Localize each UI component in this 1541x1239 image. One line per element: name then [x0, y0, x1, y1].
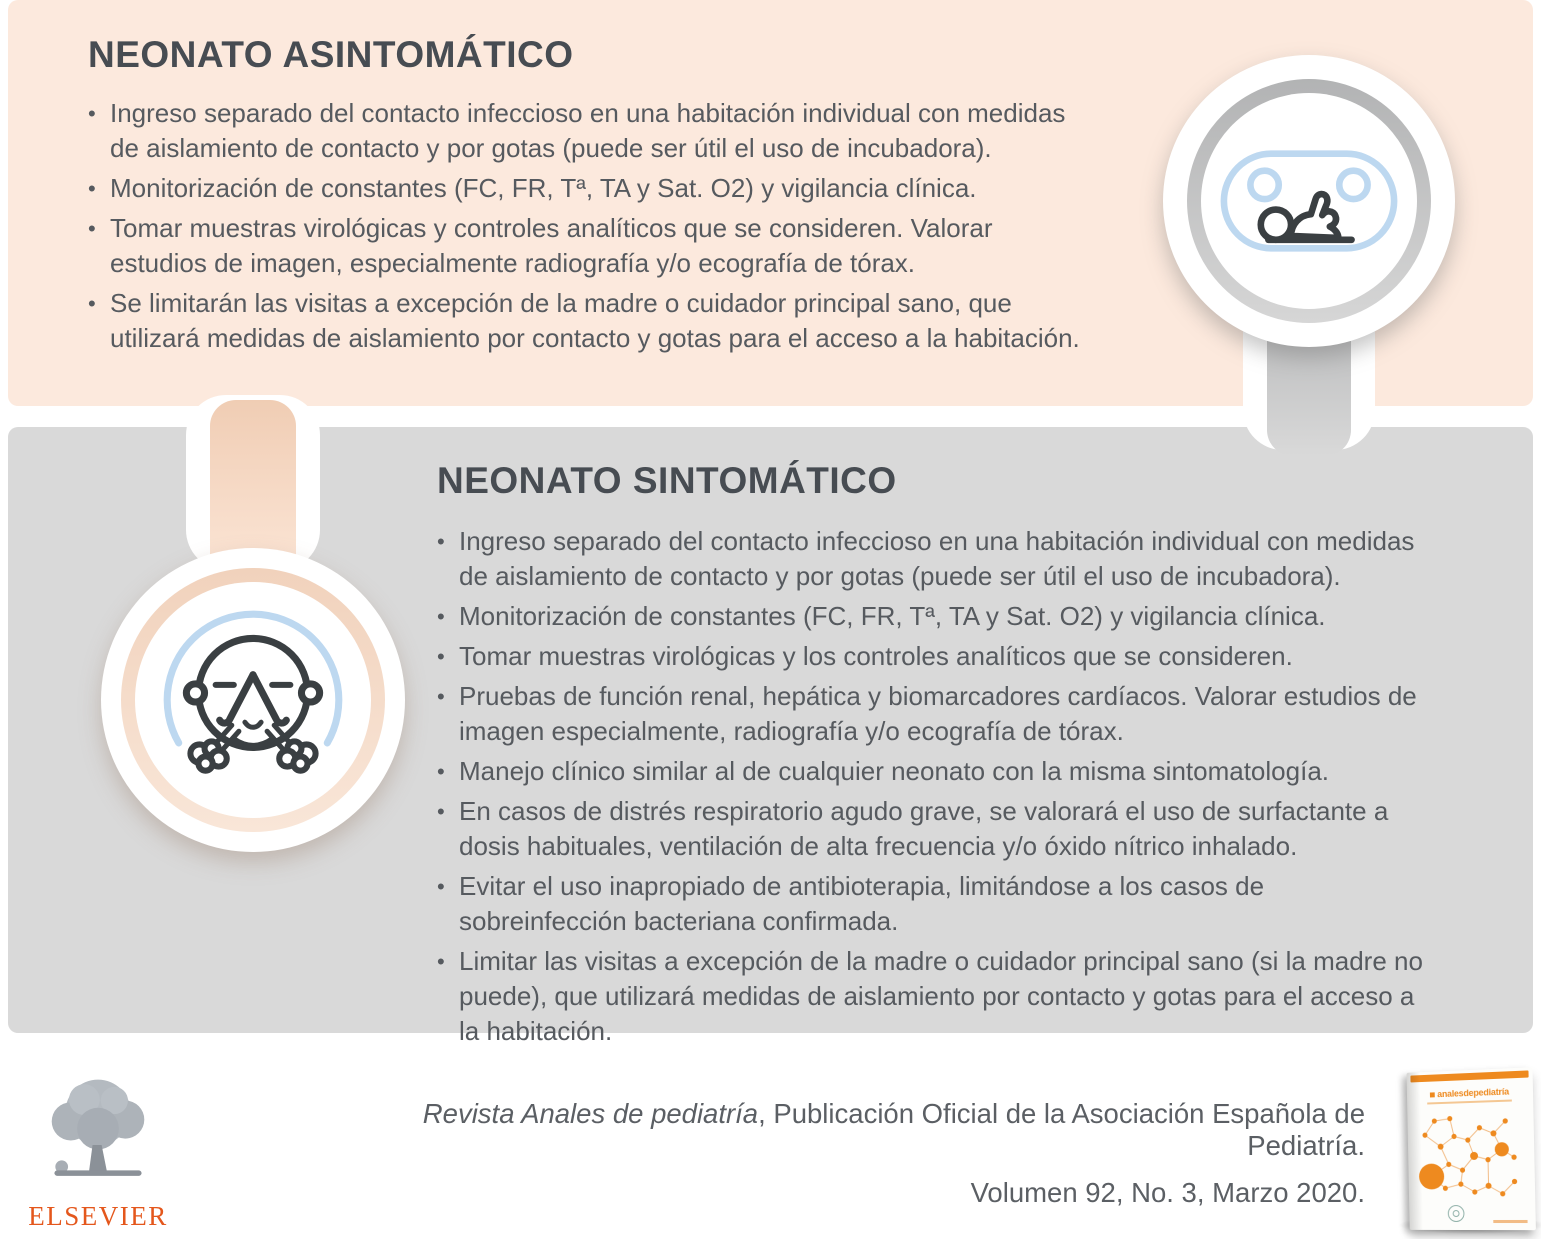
bullet-item: • Pruebas de función renal, hepática y biomarcadores cardíacos. Valorar estudios de imagen especialmente, radiografía y/o ecografía de tórax. — [433, 679, 1433, 749]
symptomatic-section-title: NEONATO SINTOMÁTICO — [437, 460, 897, 501]
baby-in-incubator-icon — [1217, 149, 1401, 253]
elsevier-tree-icon — [38, 1076, 158, 1194]
symptomatic-bullet-list — [433, 524, 1433, 1054]
baby-face-node-connector — [210, 400, 296, 565]
incubator-node — [1201, 93, 1417, 309]
journal-name: Revista Anales de pediatría — [422, 1098, 759, 1129]
cover-network-graphic — [1411, 1104, 1531, 1206]
bullet-item: • Monitorización de constantes (FC, FR, Tª, TA y Sat. O2) y vigilancia clínica. — [433, 599, 1433, 634]
cover-footer-line — [1493, 1220, 1527, 1223]
cover-square-bullet — [1430, 1092, 1435, 1097]
bullet-item: • Manejo clínico similar al de cualquier neonato con la misma sintomatología. — [433, 754, 1433, 789]
citation-volume: Volumen 92, No. 3, Marzo 2020. — [970, 1177, 1365, 1208]
bullet-item: • Tomar muestras virológicas y controles analíticos que se consideren. Valorar estudios de imagen, especialmente radiografía y/o ecografía de tórax. — [84, 211, 1094, 281]
journal-citation — [380, 1098, 1365, 1209]
cover-subtitle-line — [1427, 1099, 1512, 1104]
citation-rest: , Publicación Oficial de la Asociación Española de Pediatría. — [758, 1098, 1365, 1161]
bullet-item: • Limitar las visitas a excepción de la madre o cuidador principal sano (si la madre no puede), que utilizará medidas de aislamiento por contacto y gotas para el acceso a la habitación. — [433, 944, 1433, 1049]
bullet-item: • Tomar muestras virológicas y los controles analíticos que se consideren. — [433, 639, 1433, 674]
journal-cover — [1407, 1067, 1536, 1230]
bullet-item: • Se limitarán las visitas a excepción de la madre o cuidador principal sano, que utilizará medidas de aislamiento por contacto y gotas para el acceso a la habitación. — [84, 286, 1094, 356]
cover-journal-title: analesdepediatría — [1437, 1086, 1510, 1100]
bullet-item: • Ingreso separado del contacto infeccioso en una habitación individual con medidas de aislamiento de contacto y por gotas (puede ser útil el uso de incubadora). — [84, 96, 1094, 166]
bullet-item: • Evitar el uso inapropiado de antibioterapia, limitándose a los casos de sobreinfección bacteriana confirmada. — [433, 869, 1433, 939]
bullet-item: • Monitorización de constantes (FC, FR, Tª, TA y Sat. O2) y vigilancia clínica. — [84, 171, 1094, 206]
citation-line1 — [380, 1098, 1365, 1162]
elsevier-logo — [16, 1076, 180, 1232]
asymptomatic-bullet-list — [84, 96, 1094, 361]
sick-baby-face-icon — [147, 594, 359, 806]
asymptomatic-section-title: NEONATO ASINTOMÁTICO — [88, 34, 574, 75]
bullet-item: • En casos de distrés respiratorio agudo grave, se valorará el uso de surfactante a dosis habituales, ventilación de alta frecuencia y/o óxido nítrico inhalado. — [433, 794, 1433, 864]
cover-society-stamp — [1448, 1205, 1465, 1222]
elsevier-wordmark: ELSEVIER — [28, 1201, 168, 1231]
cover-top-bar — [1410, 1070, 1528, 1082]
bullet-item: • Ingreso separado del contacto infeccioso en una habitación individual con medidas de aislamiento de contacto y por gotas (puede ser útil el uso de incubadora). — [433, 524, 1433, 594]
baby-face-node — [135, 582, 371, 818]
